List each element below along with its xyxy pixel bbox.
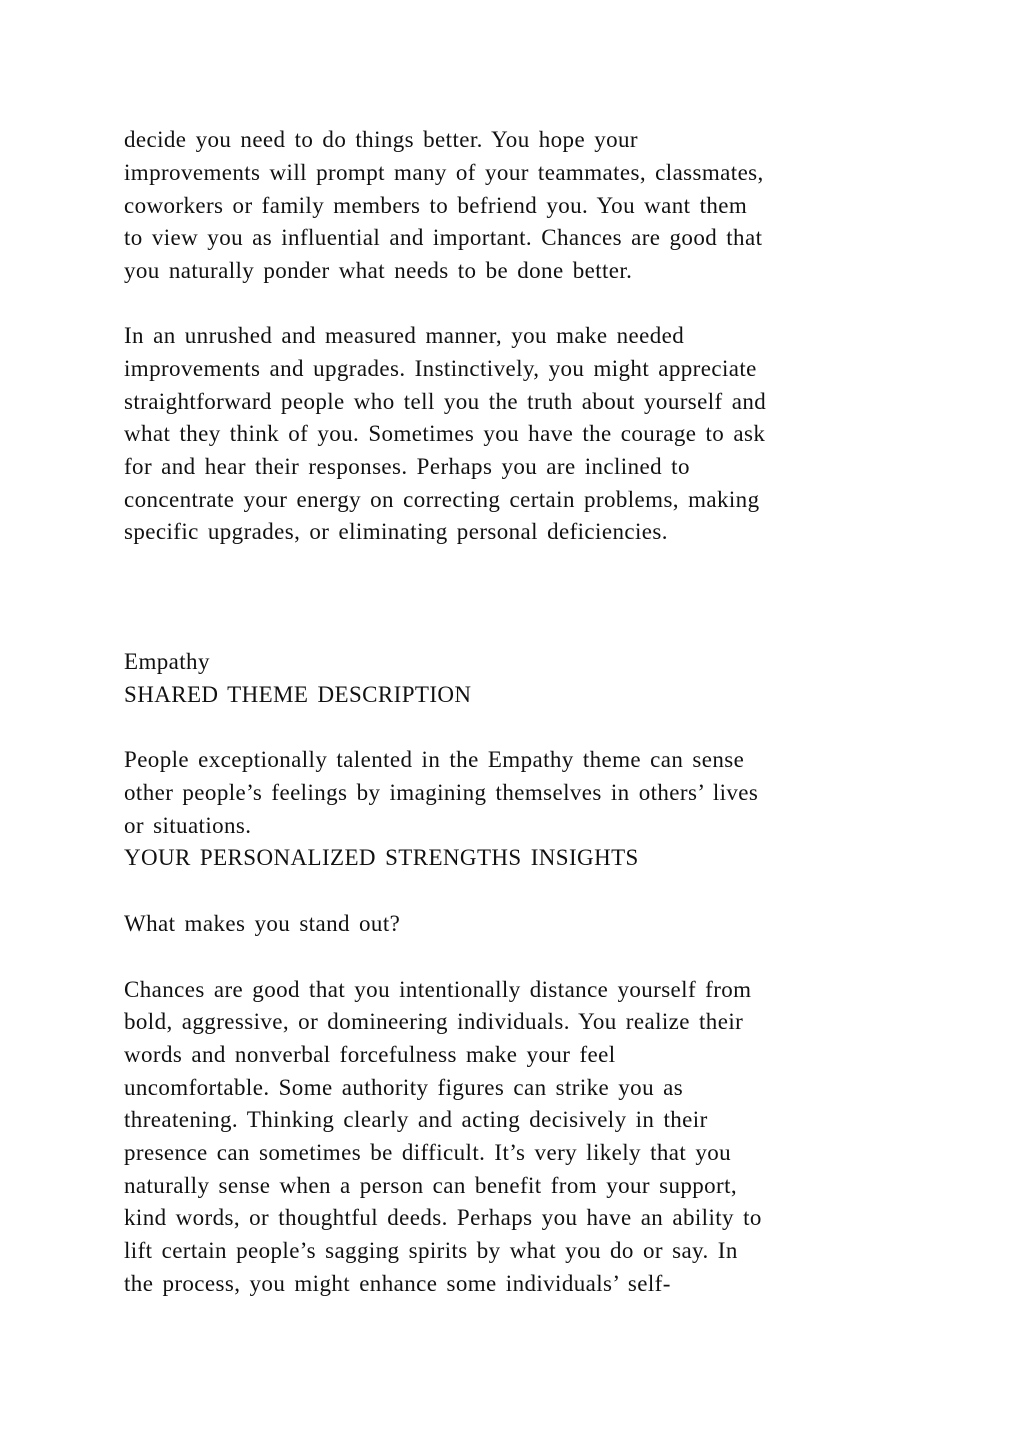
paragraph-1-line: coworkers or family members to befriend you. You want them — [124, 193, 748, 218]
paragraph-2-line: for and hear their responses. Perhaps you are inclined to — [124, 454, 690, 479]
paragraph-2-line: concentrate your energy on correcting certain problems, making — [124, 487, 760, 512]
paragraph-1-line: improvements will prompt many of your teammates, classmates, — [124, 160, 764, 185]
paragraph-1-line: decide you need to do things better. You hope your — [124, 127, 638, 152]
paragraph-1-line: you naturally ponder what needs to be done better. — [124, 258, 633, 283]
paragraph-2-line: what they think of you. Sometimes you have the courage to ask — [124, 421, 766, 446]
paragraph-3-line: presence can sometimes be difficult. It’s very likely that you — [124, 1140, 732, 1165]
paragraph-2-line: straightforward people who tell you the truth about yourself and — [124, 389, 767, 414]
paragraph-2-line: In an unrushed and measured manner, you make needed — [124, 323, 685, 348]
paragraph-3-line: naturally sense when a person can benefit from your support, — [124, 1173, 738, 1198]
theme-title: Empathy — [124, 649, 210, 674]
paragraph-3-line: kind words, or thoughtful deeds. Perhaps you have an ability to — [124, 1205, 762, 1230]
paragraph-2-line: improvements and upgrades. Instinctively, you might appreciate — [124, 356, 757, 381]
shared-description-line: People exceptionally talented in the Empathy theme can sense — [124, 747, 745, 772]
paragraph-3-line: bold, aggressive, or domineering individuals. You realize their — [124, 1009, 744, 1034]
personalized-insights-heading: YOUR PERSONALIZED STRENGTHS INSIGHTS — [124, 845, 639, 870]
paragraph-3-line: words and nonverbal forcefulness make your feel — [124, 1042, 616, 1067]
paragraph-3-line: the process, you might enhance some individuals’ self- — [124, 1271, 671, 1296]
shared-theme-heading: SHARED THEME DESCRIPTION — [124, 682, 472, 707]
paragraph-3-line: threatening. Thinking clearly and acting decisively in their — [124, 1107, 708, 1132]
section-question: What makes you stand out? — [124, 911, 401, 936]
shared-description-line: or situations. — [124, 813, 252, 838]
paragraph-1-line: to view you as influential and important. Chances are good that — [124, 225, 763, 250]
shared-description-line: other people’s feelings by imagining themselves in others’ lives — [124, 780, 759, 805]
paragraph-3-line: lift certain people’s sagging spirits by what you do or say. In — [124, 1238, 738, 1263]
paragraph-3-line: uncomfortable. Some authority figures can strike you as — [124, 1075, 684, 1100]
paragraph-3-line: Chances are good that you intentionally distance yourself from — [124, 977, 752, 1002]
paragraph-2-line: specific upgrades, or eliminating personal deficiencies. — [124, 519, 668, 544]
